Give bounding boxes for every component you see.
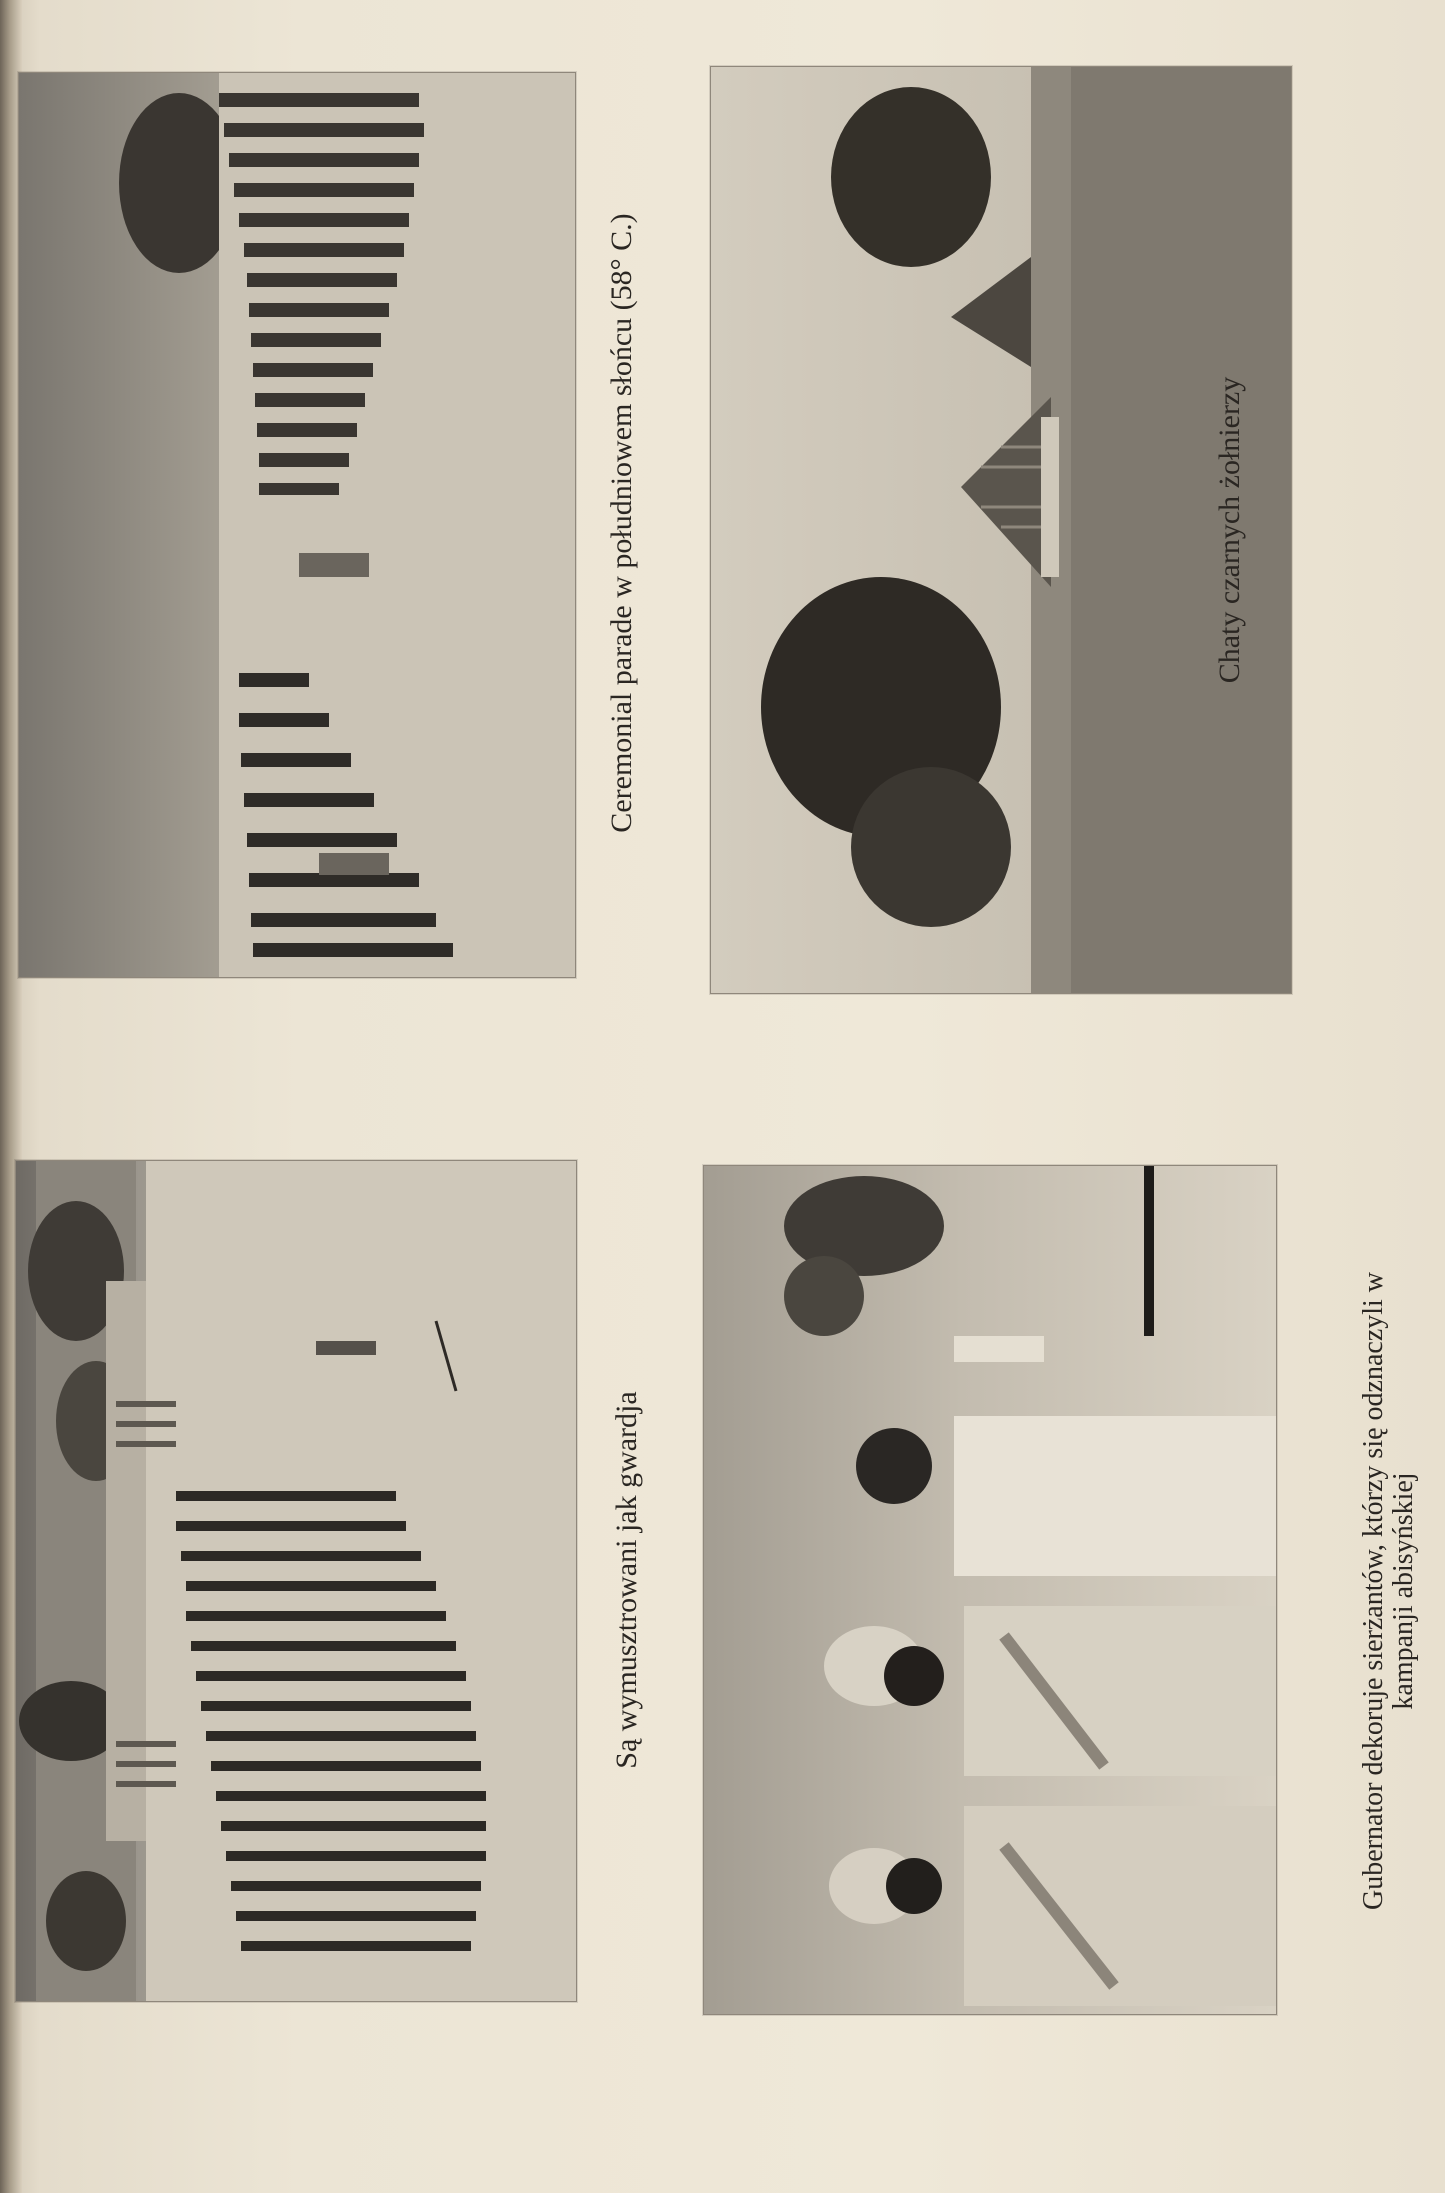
- caption-top-right: [605, 73, 639, 973]
- caption-bottom-left-line2: kampanji abisyńskiej: [1388, 1472, 1419, 1710]
- caption-bottom-left: [1359, 1141, 1421, 2041]
- photo-soldiers-drilling: [15, 1160, 577, 2002]
- caption-bottom-right-text: Chaty czarnych żołnierzy: [1213, 376, 1246, 684]
- caption-top-right-text: Ceremonial parade w południowem słońcu (58° C.): [605, 213, 638, 833]
- caption-top-left-text: Są wymusztrowani jak gwardja: [610, 1391, 643, 1769]
- caption-bottom-left-line1: Gubernator dekoruje sierżantów, którzy się odznaczyli w: [1358, 1271, 1389, 1911]
- photo-ceremonial-parade: [18, 72, 576, 978]
- photo-soldier-huts: [710, 66, 1292, 994]
- photo-governor-decorating: [703, 1165, 1277, 2015]
- caption-bottom-right: [1213, 320, 1247, 740]
- caption-top-left: [610, 1280, 644, 1880]
